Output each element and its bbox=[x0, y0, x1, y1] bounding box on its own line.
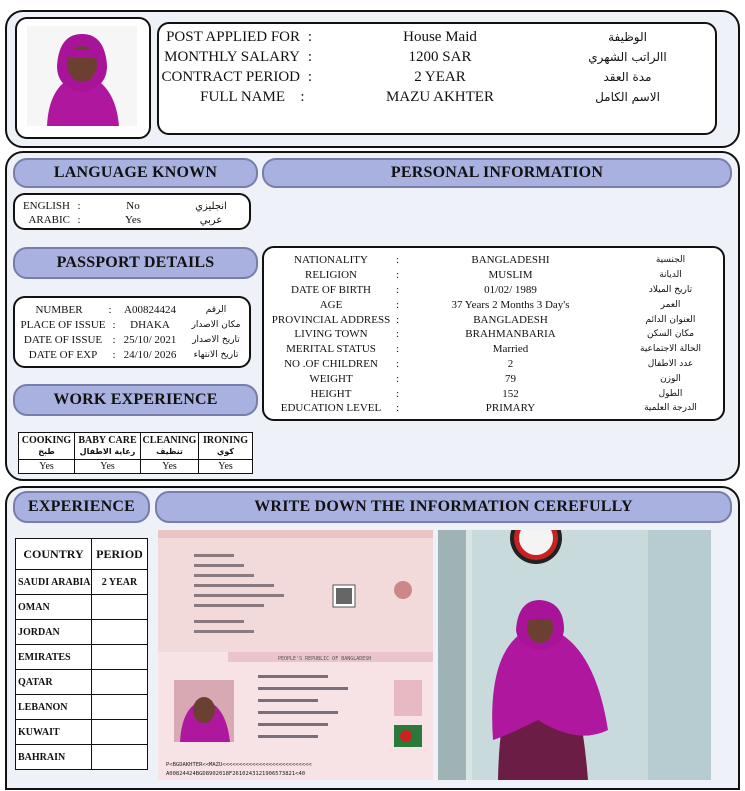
arabic-label: الاسم الكامل bbox=[595, 90, 660, 104]
arabic-label: تاريخ الاصدار bbox=[192, 334, 240, 345]
salary-row bbox=[160, 47, 715, 67]
language-list bbox=[18, 199, 246, 227]
separator: : bbox=[396, 254, 400, 267]
write-carefully-heading: WRITE DOWN THE INFORMATION CEREFULLY bbox=[155, 491, 732, 523]
period-cell: 2 YEAR bbox=[92, 570, 148, 595]
arabic-label: الدرجة العلمية bbox=[644, 403, 697, 414]
passport-value: 25/10/ 2021 bbox=[123, 333, 177, 346]
separator: : bbox=[77, 200, 81, 212]
separator: : bbox=[396, 328, 400, 341]
standing-woman-image bbox=[438, 530, 711, 780]
separator: : bbox=[307, 28, 313, 45]
language-row-arabic bbox=[18, 213, 246, 227]
separator: : bbox=[396, 343, 400, 356]
country-cell: SAUDI ARABIA bbox=[16, 570, 92, 595]
skill-value: Yes bbox=[199, 460, 253, 474]
personal-label: AGE bbox=[319, 298, 343, 311]
personal-value: 79 bbox=[505, 372, 516, 385]
personal-label: PROVINCIAL ADDRESS bbox=[271, 313, 391, 326]
field-value: 2 YEAR bbox=[414, 68, 466, 85]
arabic-label: الديانة bbox=[659, 270, 682, 281]
field-value: 1200 SAR bbox=[408, 48, 472, 65]
arabic-label: العمر bbox=[660, 299, 681, 310]
arabic-label: انجليزي bbox=[195, 200, 227, 212]
skill-cleaning bbox=[141, 433, 199, 460]
language-value: Yes bbox=[124, 214, 141, 226]
experience-header-row bbox=[16, 539, 148, 570]
woman-in-hijab-image bbox=[27, 26, 137, 126]
passport-number-row bbox=[15, 302, 250, 317]
language-value: No bbox=[126, 200, 140, 212]
work-skills-table bbox=[18, 432, 253, 474]
skill-value: Yes bbox=[141, 460, 199, 474]
personal-value: BANGLADESHI bbox=[471, 254, 550, 267]
profile-photo bbox=[27, 26, 137, 126]
arabic-label: الوظيفة bbox=[608, 30, 647, 44]
arabic-label: الوزن bbox=[660, 373, 681, 384]
language-row-english bbox=[18, 199, 246, 213]
separator: : bbox=[112, 318, 116, 331]
passport-value: 24/10/ 2026 bbox=[123, 348, 177, 361]
country-cell: OMAN bbox=[16, 595, 92, 620]
period-cell bbox=[92, 620, 148, 645]
skill-en: COOKING bbox=[21, 435, 72, 446]
skill-ar: كوي bbox=[217, 447, 234, 456]
passport-place-row bbox=[15, 317, 250, 332]
arabic-label: الجنسية bbox=[655, 255, 686, 266]
language-label: ARABIC bbox=[28, 214, 70, 226]
personal-label: MERITAL STATUS bbox=[286, 343, 376, 356]
arabic-label: عربي bbox=[199, 214, 223, 226]
personal-info-row bbox=[266, 297, 721, 312]
passport-issue-row bbox=[15, 332, 250, 347]
country-header: COUNTRY bbox=[16, 539, 92, 570]
period-cell bbox=[92, 670, 148, 695]
personal-value: MUSLIM bbox=[488, 269, 533, 282]
experience-row bbox=[16, 595, 148, 620]
passport-label: PLACE OF ISSUE bbox=[20, 318, 106, 331]
arabic-label: االراتب الشهري bbox=[588, 50, 667, 64]
experience-row bbox=[16, 745, 148, 770]
field-value: MAZU AKHTER bbox=[386, 88, 494, 105]
separator: : bbox=[112, 348, 116, 361]
country-cell: BAHRAIN bbox=[16, 745, 92, 770]
personal-info-row bbox=[266, 342, 721, 357]
post-row bbox=[160, 27, 715, 47]
arabic-label: الحالة الاجتماعية bbox=[640, 344, 701, 355]
passport-expiry-row bbox=[15, 347, 250, 362]
arabic-label: تاريخ الميلاد bbox=[648, 284, 693, 295]
personal-info-row bbox=[266, 283, 721, 298]
country-cell: EMIRATES bbox=[16, 645, 92, 670]
passport-value: DHAKA bbox=[130, 318, 170, 331]
arabic-label: الطول bbox=[658, 388, 683, 399]
separator: : bbox=[396, 357, 400, 370]
passport-list bbox=[15, 302, 250, 362]
period-cell bbox=[92, 645, 148, 670]
personal-value: Married bbox=[492, 343, 529, 356]
field-label: POST APPLIED FOR bbox=[166, 28, 300, 45]
separator: : bbox=[396, 387, 400, 400]
separator: : bbox=[396, 402, 400, 415]
language-label: ENGLISH bbox=[22, 200, 70, 212]
skill-ar: تنظيف bbox=[156, 447, 183, 456]
separator: : bbox=[396, 372, 400, 385]
separator: : bbox=[77, 214, 81, 226]
country-cell: KUWAIT bbox=[16, 720, 92, 745]
field-label: MONTHLY SALARY bbox=[164, 48, 300, 65]
personal-info-row bbox=[266, 371, 721, 386]
passport-scan-image bbox=[158, 530, 433, 780]
full-body-photo bbox=[438, 530, 711, 780]
personal-info-row bbox=[266, 312, 721, 327]
personal-info-row bbox=[266, 253, 721, 268]
passport-details-heading: PASSPORT DETAILS bbox=[13, 247, 258, 279]
arabic-label: مكان الاصدار bbox=[191, 319, 241, 330]
field-label: CONTRACT PERIOD bbox=[161, 68, 300, 85]
language-known-heading: LANGUAGE KNOWN bbox=[13, 158, 258, 188]
skills-header-row bbox=[19, 433, 253, 460]
personal-info-list bbox=[266, 253, 721, 416]
passport-label: NUMBER bbox=[35, 303, 83, 316]
personal-label: DATE OF BIRTH bbox=[290, 283, 371, 296]
period-cell bbox=[92, 720, 148, 745]
personal-label: EDUCATION LEVEL bbox=[280, 402, 382, 415]
passport-mrz-line-1: P<BGDAKHTER<<MAZU<<<<<<<<<<<<<<<<<<<<<<<<<<< bbox=[166, 762, 312, 768]
personal-value: 01/02/ 1989 bbox=[484, 283, 537, 296]
skills-value-row bbox=[19, 460, 253, 474]
personal-information-heading: PERSONAL INFORMATION bbox=[262, 158, 732, 188]
passport-value: A00824424 bbox=[124, 303, 176, 316]
personal-label: LIVING TOWN bbox=[294, 328, 368, 341]
arabic-label: تاريخ الانتهاء bbox=[193, 349, 239, 360]
personal-label: NO .OF CHILDREN bbox=[284, 357, 378, 370]
contract-row bbox=[160, 67, 715, 87]
personal-info-row bbox=[266, 357, 721, 372]
personal-value: 152 bbox=[502, 387, 519, 400]
separator: : bbox=[396, 313, 400, 326]
personal-label: HEIGHT bbox=[310, 387, 352, 400]
personal-label: RELIGION bbox=[305, 269, 357, 282]
job-summary bbox=[160, 27, 715, 107]
separator: : bbox=[112, 333, 116, 346]
personal-value: BANGLADESH bbox=[473, 313, 548, 326]
separator: : bbox=[396, 269, 400, 282]
skill-value: Yes bbox=[19, 460, 75, 474]
separator: : bbox=[396, 298, 400, 311]
experience-row bbox=[16, 620, 148, 645]
separator: : bbox=[307, 68, 313, 85]
personal-value: 37 Years 2 Months 3 Day's bbox=[451, 298, 570, 311]
personal-value: BRAHMANBARIA bbox=[465, 328, 556, 341]
arabic-label: مكان السكن bbox=[646, 329, 695, 340]
arabic-label: الرقم bbox=[205, 304, 227, 315]
skill-en: BABY CARE bbox=[78, 435, 137, 446]
skill-en: CLEANING bbox=[142, 435, 197, 446]
passport-label: DATE OF ISSUE bbox=[23, 333, 103, 346]
name-row bbox=[160, 87, 715, 107]
country-cell: JORDAN bbox=[16, 620, 92, 645]
skill-value: Yes bbox=[75, 460, 141, 474]
experience-row bbox=[16, 645, 148, 670]
period-header: PERIOD bbox=[92, 539, 148, 570]
arabic-label: مدة العقد bbox=[603, 70, 652, 84]
skill-ar: رعاية الاطفال bbox=[79, 447, 136, 456]
passport-scan-graphic bbox=[158, 530, 433, 780]
period-cell bbox=[92, 745, 148, 770]
passport-mrz-line-2: A00824424BGD8902018F2610243121906573821<40 bbox=[166, 771, 306, 777]
separator: : bbox=[396, 283, 400, 296]
personal-info-row bbox=[266, 386, 721, 401]
experience-row bbox=[16, 670, 148, 695]
separator: : bbox=[300, 88, 305, 105]
personal-value: PRIMARY bbox=[485, 402, 536, 415]
skill-cooking bbox=[19, 433, 75, 460]
skill-en: IRONING bbox=[202, 435, 248, 446]
personal-label: NATIONALITY bbox=[294, 254, 368, 267]
period-cell bbox=[92, 595, 148, 620]
experience-row bbox=[16, 695, 148, 720]
passport-label: DATE OF EXP bbox=[28, 348, 98, 361]
skill-ar: طبخ bbox=[38, 447, 55, 456]
country-cell: LEBANON bbox=[16, 695, 92, 720]
work-experience-heading: WORK EXPERIENCE bbox=[13, 384, 258, 416]
field-label: FULL NAME bbox=[200, 88, 285, 105]
arabic-label: العنوان الدائم bbox=[645, 314, 696, 325]
experience-row bbox=[16, 570, 148, 595]
skill-baby-care bbox=[75, 433, 141, 460]
personal-info-row bbox=[266, 327, 721, 342]
personal-value: 2 bbox=[507, 357, 514, 370]
personal-label: WEIGHT bbox=[309, 372, 353, 385]
period-cell bbox=[92, 695, 148, 720]
skill-ironing bbox=[199, 433, 253, 460]
personal-info-row bbox=[266, 268, 721, 283]
experience-heading: EXPERIENCE bbox=[13, 491, 150, 523]
experience-row bbox=[16, 720, 148, 745]
arabic-label: عدد الاطفال bbox=[647, 358, 694, 369]
field-value: House Maid bbox=[403, 28, 477, 45]
country-cell: QATAR bbox=[16, 670, 92, 695]
passport-country-line: PEOPLE'S REPUBLIC OF BANGLADESH bbox=[278, 656, 372, 662]
personal-info-row bbox=[266, 401, 721, 416]
separator: : bbox=[307, 48, 313, 65]
separator: : bbox=[108, 303, 112, 316]
experience-table bbox=[15, 538, 148, 770]
